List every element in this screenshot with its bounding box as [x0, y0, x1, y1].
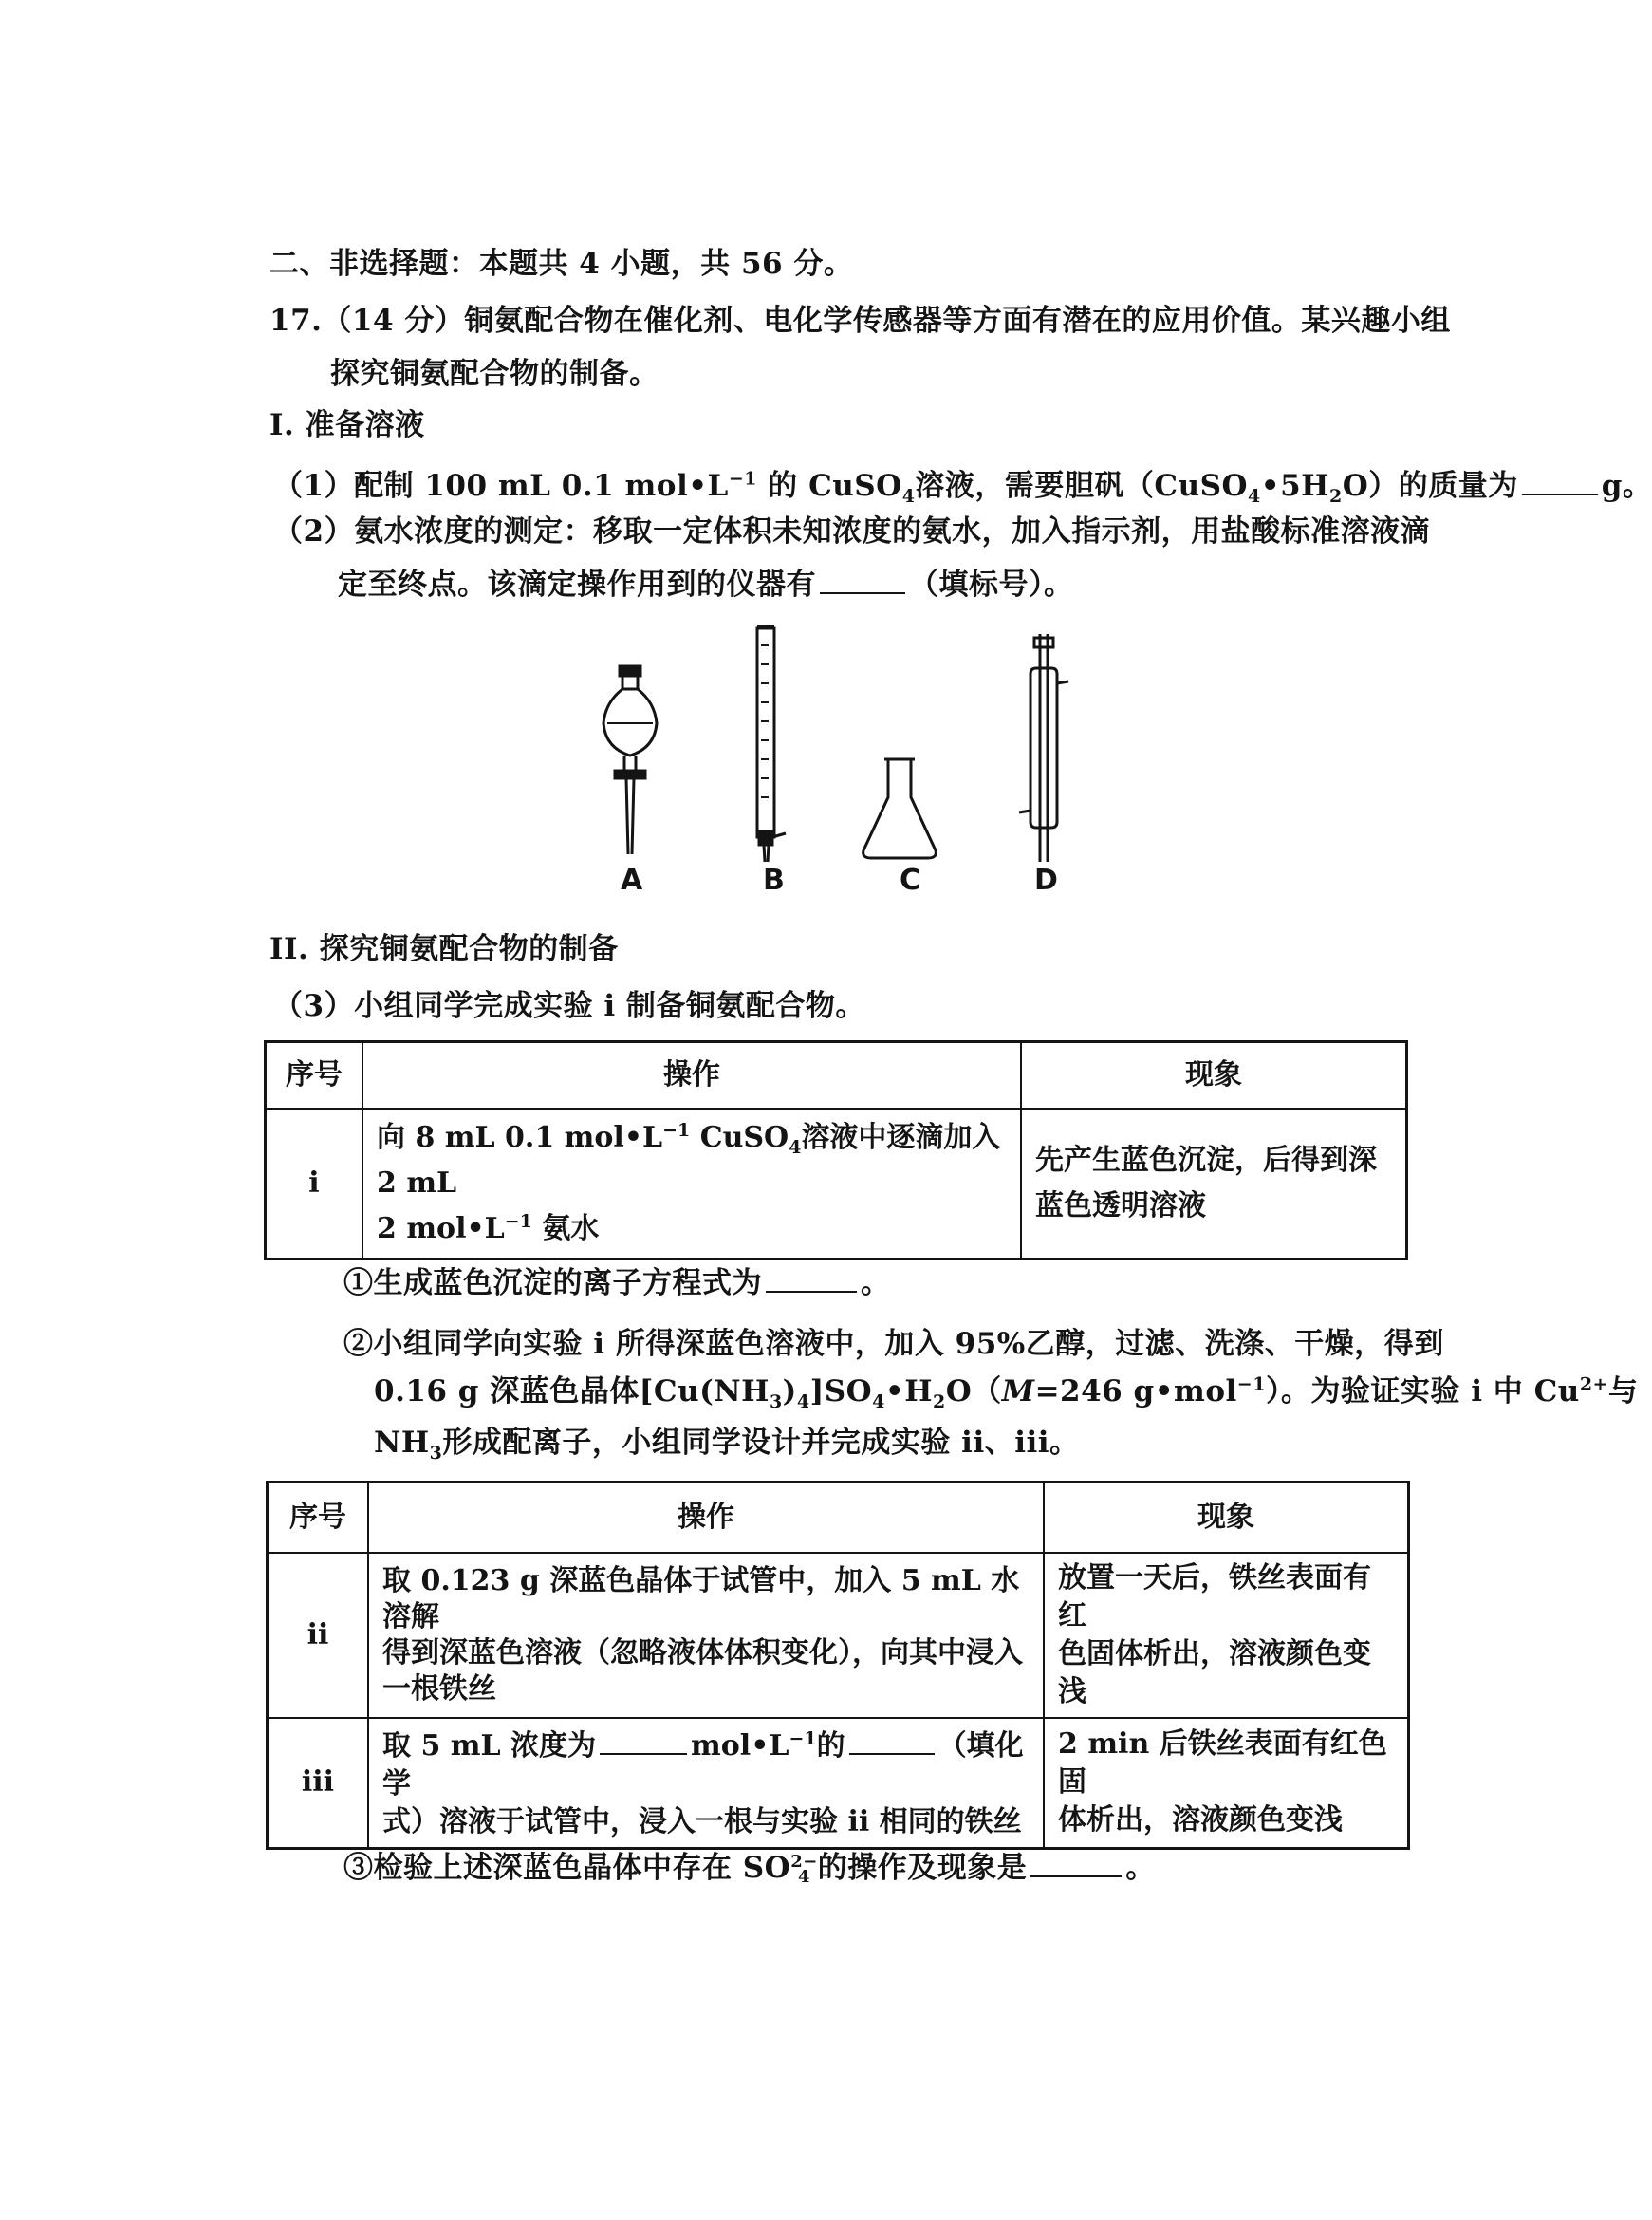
- burette-icon: [757, 626, 786, 862]
- sub2-line2: 0.16 g 深蓝色晶体$[Cu(NH_3)_4]SO_4•H_2O(M=246$ g•mol$^{-1}$）。为验证实验 i 中 $Cu^{2+}$与: [374, 1373, 1639, 1413]
- section-header: 二、非选择题：本题共 4 小题，共 56 分。: [269, 247, 854, 281]
- answer-blank-q1[interactable]: [1522, 465, 1598, 495]
- q2-line1: （2）氨水浓度的测定：移取一定体积未知浓度的氨水，加入指示剂，用盐酸标准溶液滴: [273, 514, 1431, 549]
- experiment-table-1: [264, 1040, 1408, 1260]
- apparatus-label-a: A: [621, 864, 643, 897]
- apparatus-figure: [569, 617, 1101, 902]
- experiment-table-2: [266, 1481, 1410, 1850]
- table-row: [266, 1109, 1407, 1259]
- sub2-line1: ②小组同学向实验 i 所得深蓝色溶液中，加入 95%乙醇，过滤、洗涤、干燥，得到: [343, 1327, 1444, 1361]
- sub1-text: ①生成蓝色沉淀的离子方程式为 。: [343, 1262, 891, 1302]
- answer-blank-sub1[interactable]: [766, 1262, 857, 1293]
- table2-row-iii-operation: 取 5 mL 浓度为 $mol•L^{-1}$的 （填化学 式）溶液于试管中，浸入一根与实验 ii 相同的铁丝: [368, 1718, 1044, 1849]
- q1-text: （1）配制 100 mL 0.1 $mol•L^{-1}$ 的 CuSO$_4$溶液，需要胆矾$(CuSO_4•5H_2O)$的质量为 g。: [273, 465, 1652, 505]
- apparatus-label-d: D: [1034, 864, 1058, 897]
- table2-row-iii-phenomenon: 2 min 后铁丝表面有红色固 体析出，溶液颜色变浅: [1044, 1718, 1409, 1849]
- table1-row-operation: 向 8 mL 0.1 $mol•L^{-1}$ CuSO$_4$溶液中逐滴加入 2 mL 2 $mol•L^{-1}$ 氨水: [362, 1109, 1021, 1259]
- conical-flask-icon: [863, 759, 937, 858]
- q17-stem-line1: 17.（14 分）铜氨配合物在催化剂、电化学传感器等方面有潜在的应用价值。某兴趣小组: [269, 304, 1451, 338]
- answer-blank-q2[interactable]: [820, 564, 905, 594]
- table2-row-iii-id: iii: [268, 1718, 369, 1849]
- table2-row-ii-phenomenon: 放置一天后，铁丝表面有红 色固体析出，溶液颜色变浅: [1044, 1553, 1409, 1718]
- table2-row-ii-id: ii: [268, 1553, 369, 1718]
- q3-intro: （3）小组同学完成实验 i 制备铜氨配合物。: [273, 989, 865, 1023]
- table1-row-id: i: [266, 1109, 363, 1259]
- table-row: [268, 1718, 1409, 1849]
- sub2-line3: $NH_3$形成配离子，小组同学设计并完成实验 ii、iii。: [374, 1426, 1080, 1464]
- answer-blank-concentration[interactable]: [600, 1725, 687, 1755]
- part2-title: II. 探究铜氨配合物的制备: [269, 932, 619, 966]
- table2-header-phenomenon: 现象: [1044, 1483, 1409, 1553]
- table1-header-phenomenon: 现象: [1021, 1042, 1407, 1109]
- table-row: [268, 1553, 1409, 1718]
- q2-line2: 定至终点。该滴定操作用到的仪器有 （填标号）。: [338, 564, 1074, 604]
- condenser-icon: [1019, 634, 1068, 862]
- answer-blank-sub3[interactable]: [1030, 1847, 1122, 1877]
- apparatus-label-c: C: [900, 864, 921, 897]
- sub3-text: ③检验上述深蓝色晶体中存在 SO 2− 4 的操作及现象是 。: [343, 1847, 1156, 1887]
- answer-blank-formula[interactable]: [849, 1725, 935, 1755]
- separatory-funnel-icon: [603, 666, 657, 854]
- table2-header-operation: 操作: [368, 1483, 1044, 1553]
- table2-header-id: 序号: [268, 1483, 369, 1553]
- table1-header-operation: 操作: [362, 1042, 1021, 1109]
- table1-row-phenomenon: 先产生蓝色沉淀，后得到深 蓝色透明溶液: [1021, 1109, 1407, 1259]
- table2-row-ii-operation: 取 0.123 g 深蓝色晶体于试管中，加入 5 mL 水溶解 得到深蓝色溶液（忽略液体体积变化），向其中浸入 一根铁丝: [368, 1553, 1044, 1718]
- part1-title: I. 准备溶液: [269, 408, 425, 442]
- apparatus-label-b: B: [763, 864, 785, 897]
- table1-header-id: 序号: [266, 1042, 363, 1109]
- q17-stem-line2: 探究铜氨配合物的制备。: [330, 357, 659, 391]
